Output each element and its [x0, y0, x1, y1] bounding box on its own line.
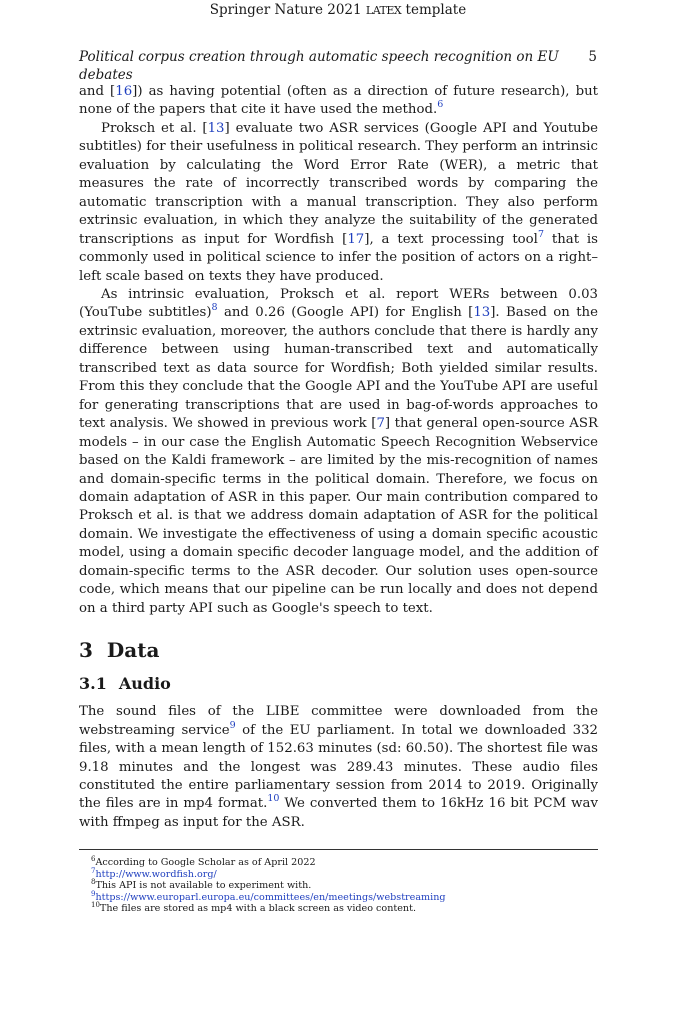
footnotes	[79, 849, 598, 915]
footnote-url-link[interactable]: https://www.europarl.europa.eu/committees/en/meetings/webstreaming	[95, 891, 446, 903]
text-run: ] evaluate two ASR services (Google API and Youtube subtitles) for their usefulness in political research. They perform an intrinsic evaluation by calculating the Word Error Rate (WER), a metric that measures the rate of incorrectly transcribed words by comparing the automatic transcription with a manual transcription. They also perform extrinsic evaluation, in which they analyze the suitability of the generated transcriptions as input for Wordfish [	[79, 120, 598, 247]
text-run: The sound files of the LIBE committee were downloaded from the webstreaming service	[79, 704, 598, 738]
footnote-ref[interactable]: 6	[437, 99, 444, 111]
citation-link[interactable]: 13	[207, 120, 225, 136]
citation-link[interactable]: 17	[347, 231, 365, 247]
section-number: 3	[79, 638, 93, 663]
template-header-suffix: template	[401, 2, 467, 18]
paragraph-2	[79, 120, 598, 286]
latex-logo: LATEX	[365, 4, 402, 17]
page-number: 5	[588, 49, 597, 65]
text-run: We converted them to 16kHz 16 bit PCM wav with ffmpeg as input for the ASR.	[79, 796, 598, 830]
text-run: ]) as having potential (often as a direction of future research), but none of the papers that cite it have used the method.	[79, 84, 598, 118]
section-title: Data	[106, 638, 160, 663]
subsection-heading	[79, 674, 598, 694]
footnote-7	[79, 866, 598, 881]
subsection-title: Audio	[118, 674, 171, 694]
template-header-prefix: Springer Nature 2021	[209, 2, 366, 18]
footnote-url-link[interactable]: http://www.wordfish.org/	[95, 868, 217, 880]
main-text	[79, 83, 598, 832]
footnote-ref[interactable]: 9	[229, 719, 236, 731]
citation-link[interactable]: 7	[376, 416, 385, 432]
paragraph-1	[79, 83, 598, 120]
text-run: ] that general open-source ASR models – in our case the English Automatic Speech Recognition Webservice based on the Kaldi framework – are limited by the mis-recognition of names and domain-specific terms in the political domain. Therefore, we focus on domain adaptation of ASR in this paper. Our main contribution compared to Proksch et al. is that we address domain adaptation of ASR for the political domain. We investigate the effectiveness of using a domain specific acoustic model, using a domain specific decoder language model, and the addition of domain-specific terms to the ASR decoder. Our solution uses open-source code, which means that our pipeline can be run locally and does not depend on a third party API such as Google's speech to text.	[79, 416, 598, 616]
subsection-number: 3.1	[79, 674, 107, 694]
text-run: and 0.26 (Google API) for English [	[217, 305, 474, 321]
footnote-ref[interactable]: 8	[211, 302, 218, 314]
footnote-9	[79, 889, 598, 904]
text-run: that is commonly used in political science to infer the position of actors on a right–left scale based on texts they have produced.	[79, 231, 598, 284]
text-run: ], a text processing tool	[364, 231, 538, 247]
footnote-number: 10	[91, 901, 100, 910]
footnote-ref[interactable]: 10	[267, 793, 280, 805]
paragraph-3	[79, 286, 598, 618]
text-run: Proksch et al. [	[101, 120, 208, 136]
footnote-8	[79, 880, 598, 892]
footnote-10	[79, 903, 598, 915]
citation-link[interactable]: 16	[115, 84, 133, 99]
citation-link[interactable]: 13	[473, 305, 491, 321]
footnote-number: 9	[91, 889, 96, 898]
footnote-text: The files are stored as mp4 with a black screen as video content.	[99, 903, 417, 915]
footnote-number: 8	[91, 878, 96, 887]
template-header	[0, 1, 676, 20]
footnote-text: This API is not available to experiment with.	[95, 880, 312, 892]
footnote-6	[79, 857, 598, 869]
text-run: of the EU parliament. In total we downloaded 332 files, with a mean length of 152.63 minutes (sd: 60.50). The shortest file was 9.18 minutes and the longest was 289.43 minutes. These audio files constituted the entire parliamentary session from 2014 to 2019. Originally the files are in mp4 format.	[79, 722, 598, 812]
footnote-number: 6	[91, 855, 96, 863]
running-head	[79, 48, 597, 84]
footnote-number: 7	[91, 866, 96, 875]
footnote-text: According to Google Scholar as of April 2022	[95, 857, 316, 868]
section-heading	[79, 638, 598, 662]
text-run: ]. Based on the extrinsic evaluation, moreover, the authors conclude that there is hardly any difference between using human-transcribed text and automatically transcribed text as data source for Wordfish; Both yielded similar results. From this they conclude that the Google API and the YouTube API are useful for generating transcriptions that are used in bag-of-words approaches to text analysis. We showed in previous work [	[79, 305, 598, 432]
running-title: Political corpus creation through automatic speech recognition on EU debates	[79, 49, 559, 83]
paragraph-4	[79, 703, 598, 832]
text-run: and [	[79, 84, 116, 99]
footnote-ref[interactable]: 7	[537, 228, 544, 240]
text-run: As intrinsic evaluation, Proksch et al. report WERs between 0.03 (YouTube subtitles)	[79, 286, 598, 321]
